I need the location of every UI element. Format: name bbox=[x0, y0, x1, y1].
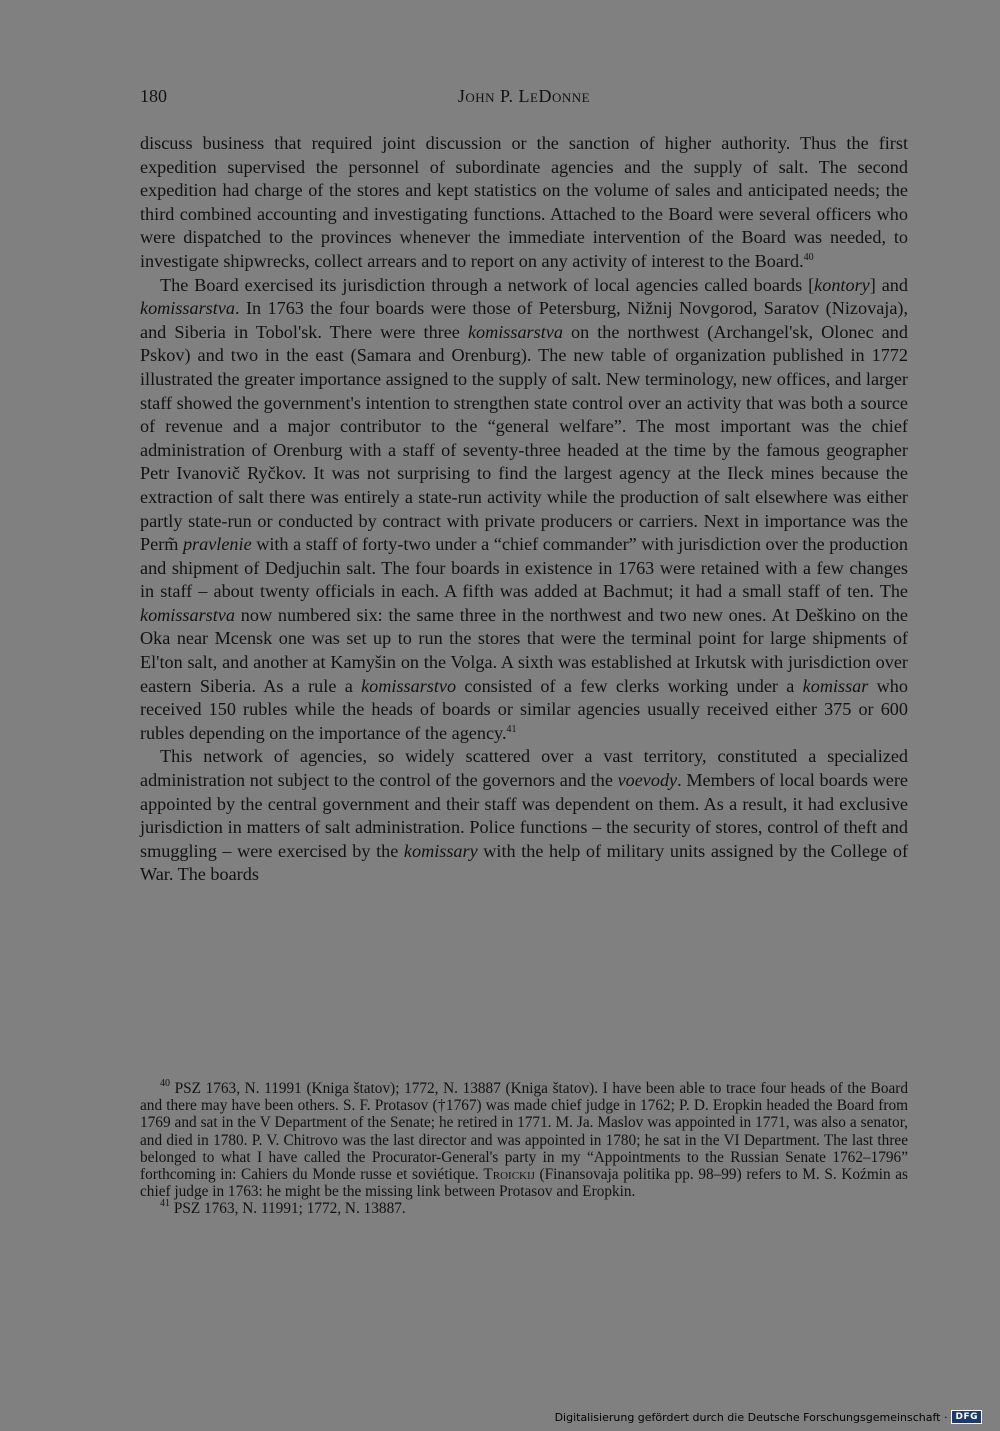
text-run: The Board exercised its jurisdiction through a network of local agencies called boards [ bbox=[160, 274, 815, 295]
footnote-ref: 40 bbox=[803, 251, 814, 263]
footer-credit: Digitalisierung gefördert durch die Deutsche Forschungsgemeinschaft · bbox=[554, 1410, 948, 1424]
italic-term: komissarstvo bbox=[361, 675, 457, 696]
italic-term: komissary bbox=[403, 840, 478, 861]
dfg-logo-icon: DFG bbox=[951, 1410, 982, 1424]
running-header bbox=[140, 86, 908, 110]
text-run: consisted of a few clerks working under a bbox=[456, 675, 803, 696]
italic-term: komissarstva bbox=[467, 321, 563, 342]
paragraph bbox=[140, 745, 908, 887]
text-run: . Members of local boards were appointed by the central government and their staff was dependent on them. As a result, it had exclusive jurisdiction in matters of salt administration. Police functions – the security of stores, control of theft and smuggling – were exercised by the bbox=[140, 770, 908, 861]
text-run: (Finansovaja politika pp. 98–99) refers to M. S. Koźmin as chief judge in 1763: he might be the missing link between Protasov and Eropkin. bbox=[140, 1166, 908, 1201]
body-text bbox=[140, 132, 908, 887]
paragraph bbox=[140, 132, 908, 274]
text-run: now numbered six: the same three in the northwest and two new ones. At Deškino on the Oka near Mcensk one was set up to run the stores that were the terminal point for large shipments of El'ton salt, and another at Kamyšin on the Volga. A sixth was established at Irkutsk with jurisdiction over eastern Siberia. As a rule a bbox=[140, 604, 908, 696]
footnote-ref: 40 bbox=[160, 1078, 170, 1089]
text-run: . In 1763 the four boards were those of Petersburg, Nižnij Novgorod, Saratov (Nizovaja), and Siberia in Tobol'sk. There were three bbox=[140, 298, 908, 342]
footnotes bbox=[140, 1080, 908, 1218]
text-run: on the northwest (Archangel'sk, Olonec and Pskov) and two in the east (Samara and Orenburg). The new table of organization published in 1772 illustrated the greater importance assigned to the supply of salt. New terminology, new offices, and larger staff showed the government's intention to strengthen state control over an activity that was both a source of revenue and a major contributor to the “general welfare”. The most important was the chief administration of Orenburg with a staff of seventy-three headed at the time by the famous geographer Petr Ivanovič Ryčkov. It was not surprising to find the largest agency at the Ileck mines because the extraction of salt there was entirely a state-run activity while the production of salt elsewhere was either partly state-run or conducted by contract with private producers or carriers. Next in importance was the Perm̃ bbox=[140, 321, 908, 555]
italic-term: komissar bbox=[802, 675, 869, 696]
italic-term: kontory bbox=[814, 274, 870, 295]
digitization-footer bbox=[555, 1409, 982, 1425]
footnote bbox=[140, 1200, 908, 1217]
italic-term: voevody bbox=[617, 770, 678, 791]
text-run: with a staff of forty-two under a “chief commander” with jurisdiction over the production and shipment of Dedjuchin salt. The four boards in existence in 1763 were retained with a few changes in staff – about twenty officials in each. A fifth was added at Bachmut; it had a small staff of ten. The bbox=[140, 534, 908, 602]
italic-term: komissarstva bbox=[140, 298, 235, 319]
footnote-ref: 41 bbox=[160, 1198, 170, 1210]
text-run: who received 150 rubles while the heads of boards or similar agencies usually received either 375 or 600 rubles depending on the importance of the agency. bbox=[140, 675, 908, 743]
page-number: 180 bbox=[140, 86, 167, 106]
text-run: with the help of military units assigned by the College of War. The boards bbox=[140, 840, 908, 885]
text-run: ] and bbox=[869, 274, 908, 295]
paragraph bbox=[140, 274, 908, 746]
small-caps-name: Troickij bbox=[483, 1166, 535, 1184]
text-run: discuss business that required joint discussion or the sanction of higher authority. Thus the first expedition supervised the personnel of subordinate agencies and the supply of salt. The second expedition had charge of the stores and kept statistics on the volume of sales and anticipated needs; the third combined accounting and investigating functions. Attached to the Board were several officers who were dispatched to the provinces whenever the immediate intervention of the Board was needed, to investigate shipwrecks, collect arrears and to report on any activity of interest to the Board. bbox=[140, 133, 908, 271]
text-run: This network of agencies, so widely scattered over a vast territory, constituted a specialized administration not subject to the control of the governors and the bbox=[140, 746, 908, 791]
italic-term: komissarstva bbox=[140, 604, 235, 625]
text-run: PSZ 1763, N. 11991; 1772, N. 13887. bbox=[170, 1200, 406, 1218]
italic-term: pravlenie bbox=[182, 534, 252, 555]
text-run: PSZ 1763, N. 11991 (Kniga štatov); 1772, N. 13887 (Kniga štatov). I have been able to trace four heads of the Board and there may have been others. S. F. Protasov (†1767) was made chief judge in 1762; P. D. Eropkin headed the Board from 1769 and sat in the V Department of the Senate; he retired in 1771. M. Ja. Maslov was appointed in 1771, was also a senator, and died in 1780. P. V. Chitrovo was the last director and was appointed in 1780; he sat in the VI Department. The last three belonged to what I have called the Procurator-General's party in my “Appointments to the Russian Senate 1762–1796” forthcoming in: Cahiers du Monde russe et soviétique. bbox=[140, 1080, 908, 1184]
footnote bbox=[140, 1080, 908, 1200]
footnote-ref: 41 bbox=[506, 723, 517, 735]
running-header-author: John P. LeDonne bbox=[457, 86, 591, 106]
